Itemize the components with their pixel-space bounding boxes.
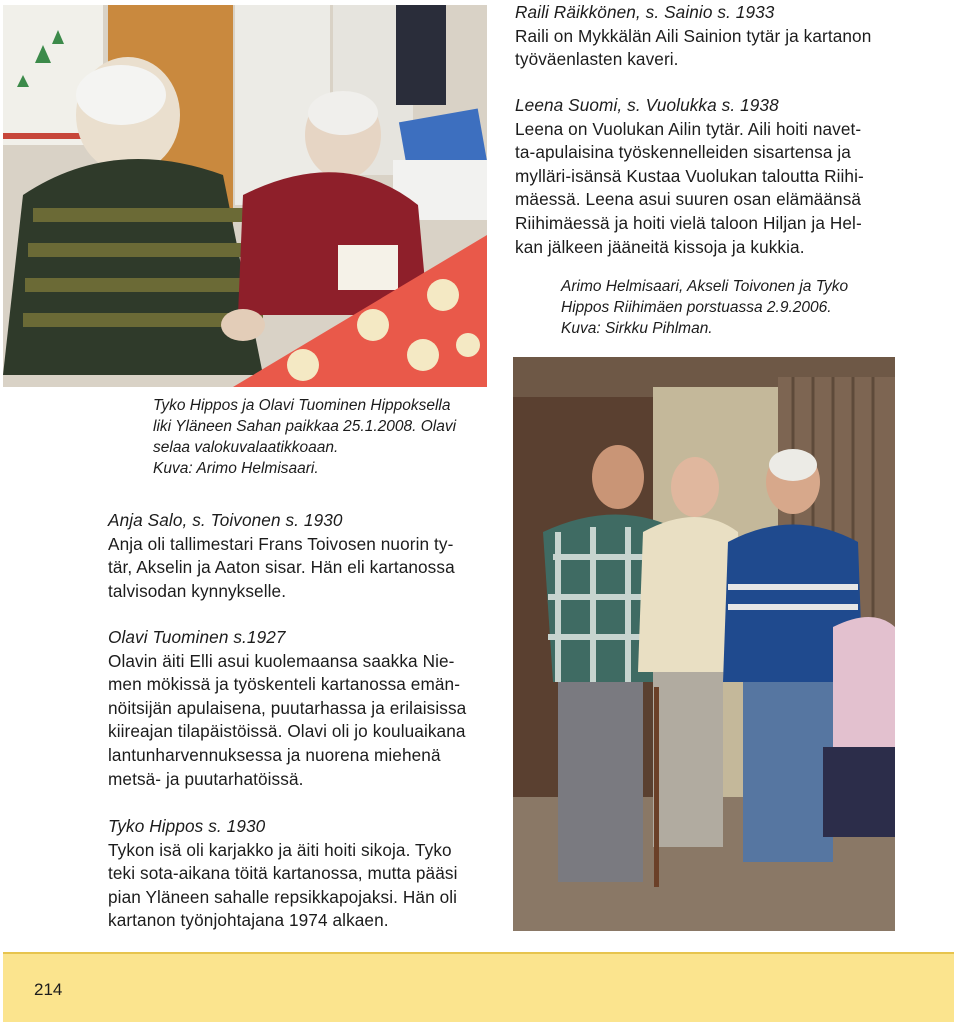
bio-leena-line: mäessä. Leena asui suuren osan elämäänsä xyxy=(515,189,862,210)
bio-anja xyxy=(108,509,488,603)
caption-line: Kuva: Sirkku Pihlman. xyxy=(561,320,713,337)
caption-line: Hippos Riihimäen porstuassa 2.9.2006. xyxy=(561,299,832,316)
bio-anja-name: Anja Salo, s. Toivonen s. 1930 xyxy=(108,510,343,530)
bio-leena-name: Leena Suomi, s. Vuolukka s. 1938 xyxy=(515,95,779,115)
bio-tyko-line: kartanon työnjohtajana 1974 alkaen. xyxy=(108,910,389,931)
bio-anja-line: talvisodan kynnykselle. xyxy=(108,580,287,601)
bio-olavi xyxy=(108,626,488,791)
caption-porch-photo xyxy=(561,276,895,339)
bio-tyko-line: pian Yläneen sahalle repsikkapojaksi. Hän oli xyxy=(108,886,458,907)
bio-olavi-line: kiireajan tilapäistöissä. Olavi oli jo kouluaikana xyxy=(108,721,466,742)
bio-leena-line: Riihimäessä ja hoiti vielä taloon Hiljan ja Hel- xyxy=(515,212,862,233)
photo-group-on-porch xyxy=(513,357,895,931)
page-number: 214 xyxy=(34,980,63,999)
bio-raili-line: Raili on Mykkälän Aili Sainion tytär ja kartanon xyxy=(515,25,872,46)
footer-band xyxy=(3,952,954,1022)
bio-leena-line: kan jälkeen jääneitä kissoja ja kukkia. xyxy=(515,236,805,257)
bio-raili xyxy=(515,1,895,72)
bio-tyko-line: teki sota-aikana töitä kartanossa, mutta pääsi xyxy=(108,863,458,884)
caption-line: Tyko Hippos ja Olavi Tuominen Hippoksella xyxy=(153,397,451,414)
bio-olavi-name: Olavi Tuominen s.1927 xyxy=(108,627,286,647)
photo-two-men-at-table xyxy=(3,5,487,387)
bio-raili-name: Raili Räikkönen, s. Sainio s. 1933 xyxy=(515,2,775,22)
bio-olavi-line: metsä- ja puutarhatöissä. xyxy=(108,768,304,789)
bio-olavi-line: men mökissä ja työskenteli kartanossa emän- xyxy=(108,674,461,695)
bio-tyko-name: Tyko Hippos s. 1930 xyxy=(108,816,266,836)
bio-anja-line: tär, Akselin ja Aaton sisar. Hän eli kartanossa xyxy=(108,557,455,578)
caption-table-photo xyxy=(153,395,488,479)
caption-line: Arimo Helmisaari, Akseli Toivonen ja Tyko xyxy=(561,278,849,295)
bio-leena-line: mylläri-isänsä Kustaa Vuolukan taloutta Riihi- xyxy=(515,165,864,186)
bio-olavi-line: Olavin äiti Elli asui kuolemaansa saakka Nie- xyxy=(108,650,455,671)
bio-raili-line: työväenlasten kaveri. xyxy=(515,49,679,70)
caption-line: selaa valokuvalaatikkoaan. xyxy=(153,439,339,456)
bio-tyko xyxy=(108,815,488,933)
bio-anja-line: Anja oli tallimestari Frans Toivosen nuorin ty- xyxy=(108,533,454,554)
bio-leena-line: Leena on Vuolukan Ailin tytär. Aili hoiti navet- xyxy=(515,118,862,139)
caption-line: liki Yläneen Sahan paikkaa 25.1.2008. Olavi xyxy=(153,418,457,435)
bio-olavi-line: nöitsijän apulaisena, puutarhassa ja erilaisissa xyxy=(108,697,467,718)
bio-leena-line: ta-apulaisina työskennelleiden sisartensa ja xyxy=(515,142,851,163)
caption-line: Kuva: Arimo Helmisaari. xyxy=(153,460,319,477)
bio-olavi-line: lantunharvennuksessa ja nuorena miehenä xyxy=(108,744,441,765)
bio-tyko-line: Tykon isä oli karjakko ja äiti hoiti sikoja. Tyko xyxy=(108,839,452,860)
bio-leena xyxy=(515,94,895,259)
